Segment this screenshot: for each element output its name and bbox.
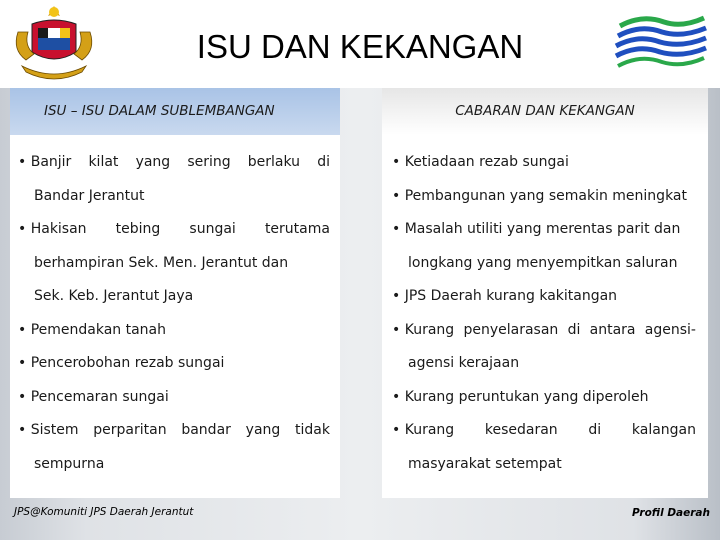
list-item-line: agensi kerajaan [408, 355, 520, 371]
list-item [392, 414, 696, 481]
list-item-line: • Sistem perparitan bandar yang tidak [18, 422, 330, 438]
list-item [18, 314, 330, 348]
list-item-line: sempurna [34, 455, 105, 472]
list-item-line: • Masalah utiliti yang merentas parit dan [392, 221, 681, 237]
footer-right-text: Profil Daerah [632, 507, 710, 519]
jps-wave-logo-icon [612, 12, 712, 76]
list-item-line: • Kurang penyelarasan di antara agensi- [392, 321, 696, 338]
list-item-line: masyarakat setempat [408, 455, 562, 472]
list-item-line: • Pencerobohan rezab sungai [18, 355, 225, 371]
list-item [392, 146, 696, 180]
list-item [18, 381, 330, 415]
list-item-line: • Hakisan tebing sungai terutama [18, 221, 330, 237]
list-item-line: • JPS Daerah kurang kakitangan [392, 288, 618, 304]
list-item-line: berhampiran Sek. Men. Jerantut dan [34, 254, 289, 271]
list-item [18, 414, 330, 481]
list-item [392, 213, 696, 280]
list-item-line: • Ketiadaan rezab sungai [392, 154, 569, 170]
list-item-line: • Pembangunan yang semakin meningkat [392, 187, 687, 204]
list-item [18, 146, 330, 213]
list-item-line: • Pencemaran sungai [18, 388, 169, 405]
right-column-header: CABARAN DAN KEKANGAN [382, 88, 708, 135]
slide-header [0, 0, 720, 88]
list-item-line: longkang yang menyempitkan saluran [408, 254, 678, 271]
list-item [392, 381, 696, 415]
list-item-line: • Pemendakan tanah [18, 321, 167, 338]
list-item-line: • Kurang peruntukan yang diperoleh [392, 388, 649, 405]
list-item [392, 180, 696, 214]
list-item [392, 280, 696, 314]
issues-list [18, 146, 330, 481]
malaysia-coat-of-arms-icon [4, 2, 104, 84]
page-title: ISU DAN KEKANGAN [196, 28, 524, 65]
list-item [18, 347, 330, 381]
list-item-line: Sek. Keb. Jerantut Jaya [34, 288, 194, 304]
content-area [0, 88, 720, 540]
list-item-line: • Banjir kilat yang sering berlaku di [18, 154, 330, 170]
list-item [392, 314, 696, 381]
list-item-line: • Kurang kesedaran di kalangan [392, 422, 696, 438]
list-item-line: Bandar Jerantut [34, 187, 145, 204]
left-column-header: ISU – ISU DALAM SUBLEMBANGAN [10, 88, 340, 135]
list-item [18, 213, 330, 314]
challenges-list [392, 146, 696, 481]
footer-left-text: JPS@Komuniti JPS Daerah Jerantut [14, 506, 194, 518]
